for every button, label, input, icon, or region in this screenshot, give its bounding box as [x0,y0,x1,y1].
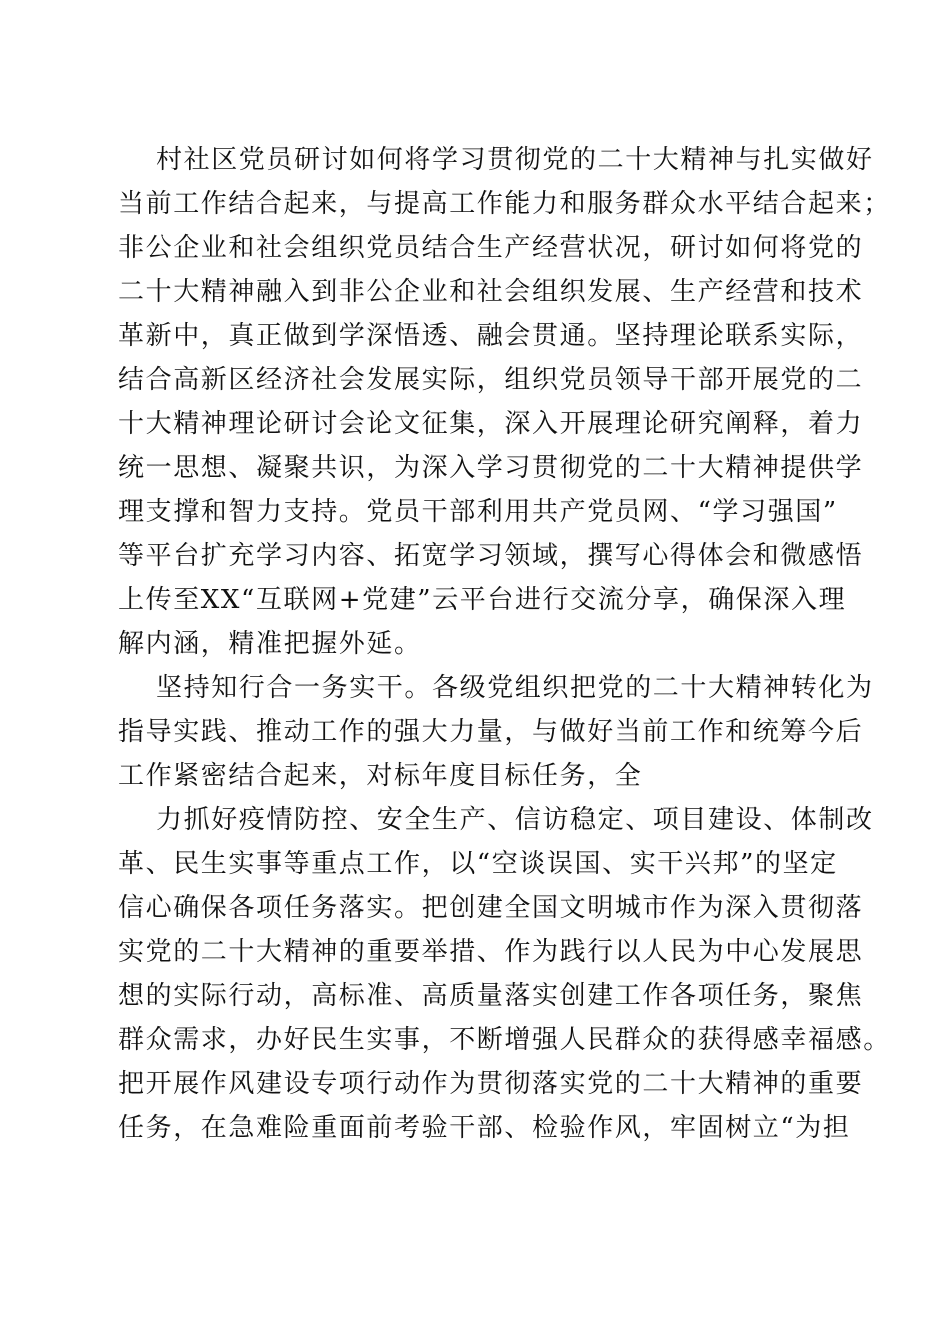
text-line: 群众需求，办好民生实事，不断增强人民群众的获得感幸福感。 [118,1025,891,1055]
text-line: 想的实际行动，高标准、高质量落实创建工作各项任务，聚焦 [118,981,864,1011]
text-line: 理支撑和智力支持。党员干部利用共产党员网、“学习强国” [118,497,838,527]
text-line: 统一思想、凝聚共识，为深入学习贯彻党的二十大精神提供学 [118,453,864,483]
text-line: 力抓好疫情防控、安全生产、信访稳定、项目建设、体制改 [156,805,874,835]
text-line: 解内涵，精准把握外延。 [118,629,422,659]
text-line: 革新中，真正做到学深悟透、融会贯通。坚持理论联系实际， [118,321,864,351]
text-line: 村社区党员研讨如何将学习贯彻党的二十大精神与扎实做好 [156,145,874,175]
text-line: 等平台扩充学习内容、拓宽学习领域，撰写心得体会和微感悟 [118,541,864,571]
body-text [118,138,891,1150]
paragraph-3 [118,798,891,1150]
text-line: 把开展作风建设专项行动作为贯彻落实党的二十大精神的重要 [118,1069,864,1099]
text-line: 结合高新区经济社会发展实际，组织党员领导干部开展党的二 [118,365,864,395]
text-line: 革、民生实事等重点工作，以“空谈误国、实干兴邦”的坚定 [118,849,838,879]
text-line: 当前工作结合起来，与提高工作能力和服务群众水平结合起来； [118,189,891,219]
text-line: 非公企业和社会组织党员结合生产经营状况，研讨如何将党的 [118,233,864,263]
text-line: 十大精神理论研讨会论文征集，深入开展理论研究阐释，着力 [118,409,864,439]
text-line: 指导实践、推动工作的强大力量，与做好当前工作和统筹今后 [118,717,864,747]
text-line: 工作紧密结合起来，对标年度目标任务，全 [118,761,643,791]
text-line: 二十大精神融入到非公企业和社会组织发展、生产经营和技术 [118,277,864,307]
text-line: 上传至XX“互联网+党建”云平台进行交流分享，确保深入理 [118,585,847,615]
text-line: 任务，在急难险重面前考验干部、检验作风，牢固树立“为担 [118,1113,851,1143]
paragraph-2 [118,666,874,798]
text-line: 信心确保各项任务落实。把创建全国文明城市作为深入贯彻落 [118,893,864,923]
text-line: 实党的二十大精神的重要举措、作为践行以人民为中心发展思 [118,937,864,967]
paragraph-1 [118,138,891,666]
text-line: 坚持知行合一务实干。各级党组织把党的二十大精神转化为 [156,673,874,703]
